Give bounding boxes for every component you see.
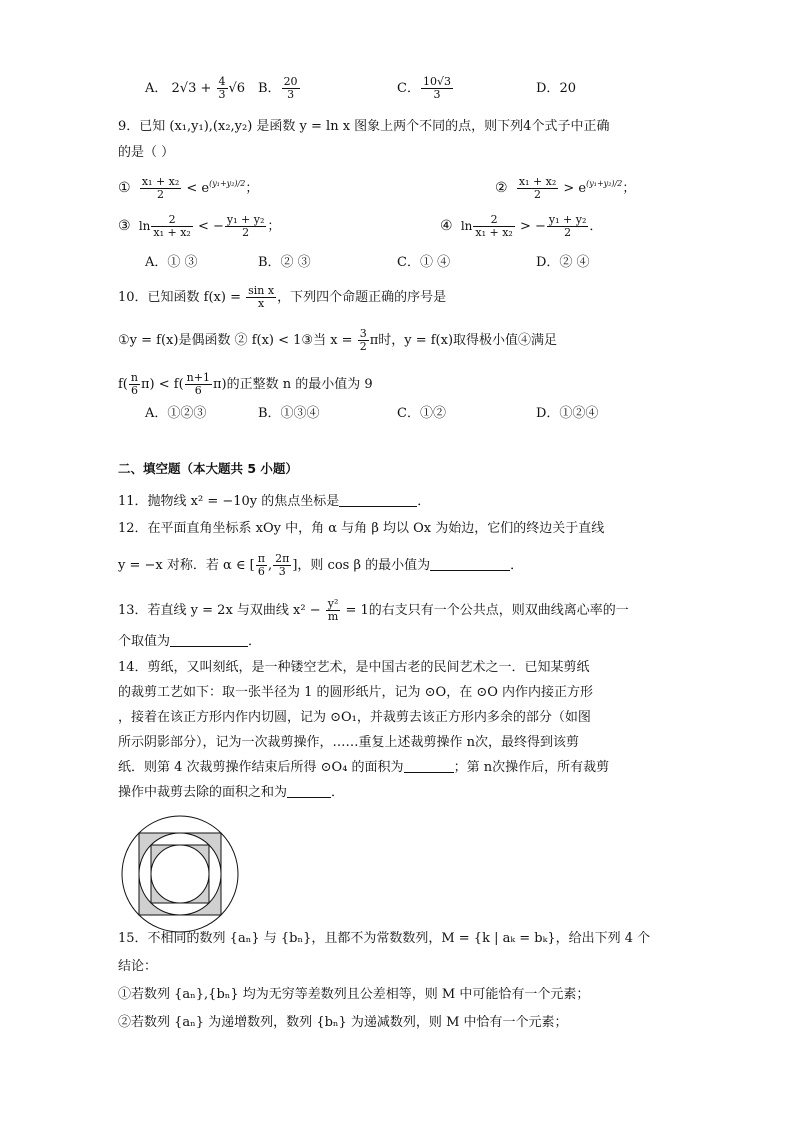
q9-stem-line2: 的是（ ） (118, 145, 175, 160)
q12-line2: y = −x 对称．若 α ∈ [ $\frac{\pi}{6}$ , $\frac{2\pi}{3}$ ]，则 cos β 的最小值为 ． (118, 552, 524, 578)
section-heading: 二、填空题（本大题共 5 小题） (118, 461, 298, 476)
q13-line1: 13．若直线 y = 2x 与双曲线 x² − $\frac{\text{y²}}{m}$ = 1的右支只有一个公共点，则双曲线离心率的一 (118, 597, 629, 623)
q15-line1: 15．不相同的数列 {aₙ} 与 {bₙ}，且都不为常数数列，M = {k | aₖ = bₖ}，给出下列 4 个 (118, 931, 651, 946)
q15-line4: ②若数列 {aₙ} 为递增数列，数列 {bₙ} 为递减数列，则 M 中恰有一个元素； (118, 1015, 568, 1030)
q14-line6: 操作中裁剪去除的面积之和为 ． (118, 785, 345, 800)
q9-stem-line1: 9．已知 (x₁,y₁),(x₂,y₂) 是函数 y = ln x 图象上两个不同的点，则下列4个式子中正确 (118, 119, 610, 134)
q8-option-c: C． $\frac{10√3}{3}$ (397, 75, 451, 101)
q10-stem: 10．已知函数 f(x) = $\frac{\text{sin x}}{x}$ ，下列四个命题正确的序号是 (118, 284, 447, 310)
q10-propositions-line1: ①y = f(x)是偶函数 ② f(x) < 1③当 x = $\frac{3}{2}$ π时，y = f(x)取得极小值④满足 (118, 327, 558, 353)
q10-option-b: B．①③④ (258, 406, 320, 421)
q14-line1: 14．剪纸，又叫刻纸，是一种镂空艺术，是中国古老的民间艺术之一．已知某剪纸 (118, 660, 590, 675)
q15-line2: 结论： (118, 959, 158, 974)
answer-blank (404, 760, 454, 773)
q10-option-c: C．①② (397, 406, 446, 421)
q9-statement-3: ③ ln $\frac{2}{\text{x₁ + x₂}}$ < − $\frac{\text{y₁ + y₂}}{2}$ ； (118, 213, 281, 239)
q8-option-a: A． 2√3 + $\frac{4}{3}$ √6 (145, 75, 246, 101)
q9-statement-2: ② $\frac{\text{x₁ + x₂}}{2}$ > $e^{(y_1+y_2)/2}$； (495, 175, 636, 201)
q10-option-a: A．①②③ (145, 406, 207, 421)
q15-line3: ①若数列 {aₙ},{bₙ} 均为无穷等差数列且公差相等，则 M 中可能恰有一个元素； (118, 987, 590, 1002)
q9-statement-1: ① $\frac{\text{x₁ + x₂}}{2}$ < $e^{(y_1+y_2)/2}$； (118, 175, 259, 201)
q8-option-b: B． $\frac{20}{3}$ (258, 75, 298, 101)
q12-line1: 12．在平面直角坐标系 xOy 中，角 α 与角 β 均以 Ox 为始边，它们的终边关于直线 (118, 521, 605, 536)
inner-circle-2 (151, 845, 209, 903)
q8-option-d: D．20 (536, 81, 576, 96)
q9-option-a: A．① ③ (145, 255, 198, 270)
q14-line3: ，接着在该正方形内作内切圆，记为 ⊙O₁，并裁剪去该正方形内多余的部分（如图 (118, 710, 591, 725)
q9-statement-4: ④ ln $\frac{2}{\text{x₁ + x₂}}$ > − $\frac{\text{y₁ + y₂}}{2}$ ． (440, 213, 603, 239)
q14-line5: 纸．则第 4 次裁剪操作结束后所得 ⊙O₄ 的面积为 ；第 n次操作后，所有裁剪 (118, 760, 610, 775)
q14-line2: 的裁剪工艺如下：取一张半径为 1 的圆形纸片，记为 ⊙O，在 ⊙O 内作内接正方形 (118, 685, 594, 700)
q10-option-d: D．①②④ (536, 406, 599, 421)
q9-option-b: B．② ③ (258, 255, 311, 270)
answer-blank (287, 785, 331, 798)
q11: 11．抛物线 x² = −10y 的焦点坐标是 ． (118, 494, 431, 509)
q9-option-c: C．① ④ (397, 255, 451, 270)
q10-propositions-line2: f( $\frac{n}{6}$ π) < f( $\frac{n+1}{6}$ π)的正整数 n 的最小值为 9 (118, 371, 373, 397)
q14-line4: 所示阴影部分），记为一次裁剪操作，……重复上述裁剪操作 n次，最终得到该剪 (118, 735, 580, 750)
answer-blank (430, 558, 510, 571)
q9-option-d: D．② ④ (536, 255, 590, 270)
answer-blank (339, 494, 417, 507)
q13-line2: 个取值为 ． (118, 634, 262, 649)
answer-blank (170, 634, 248, 647)
paper-cutting-figure (120, 814, 240, 934)
